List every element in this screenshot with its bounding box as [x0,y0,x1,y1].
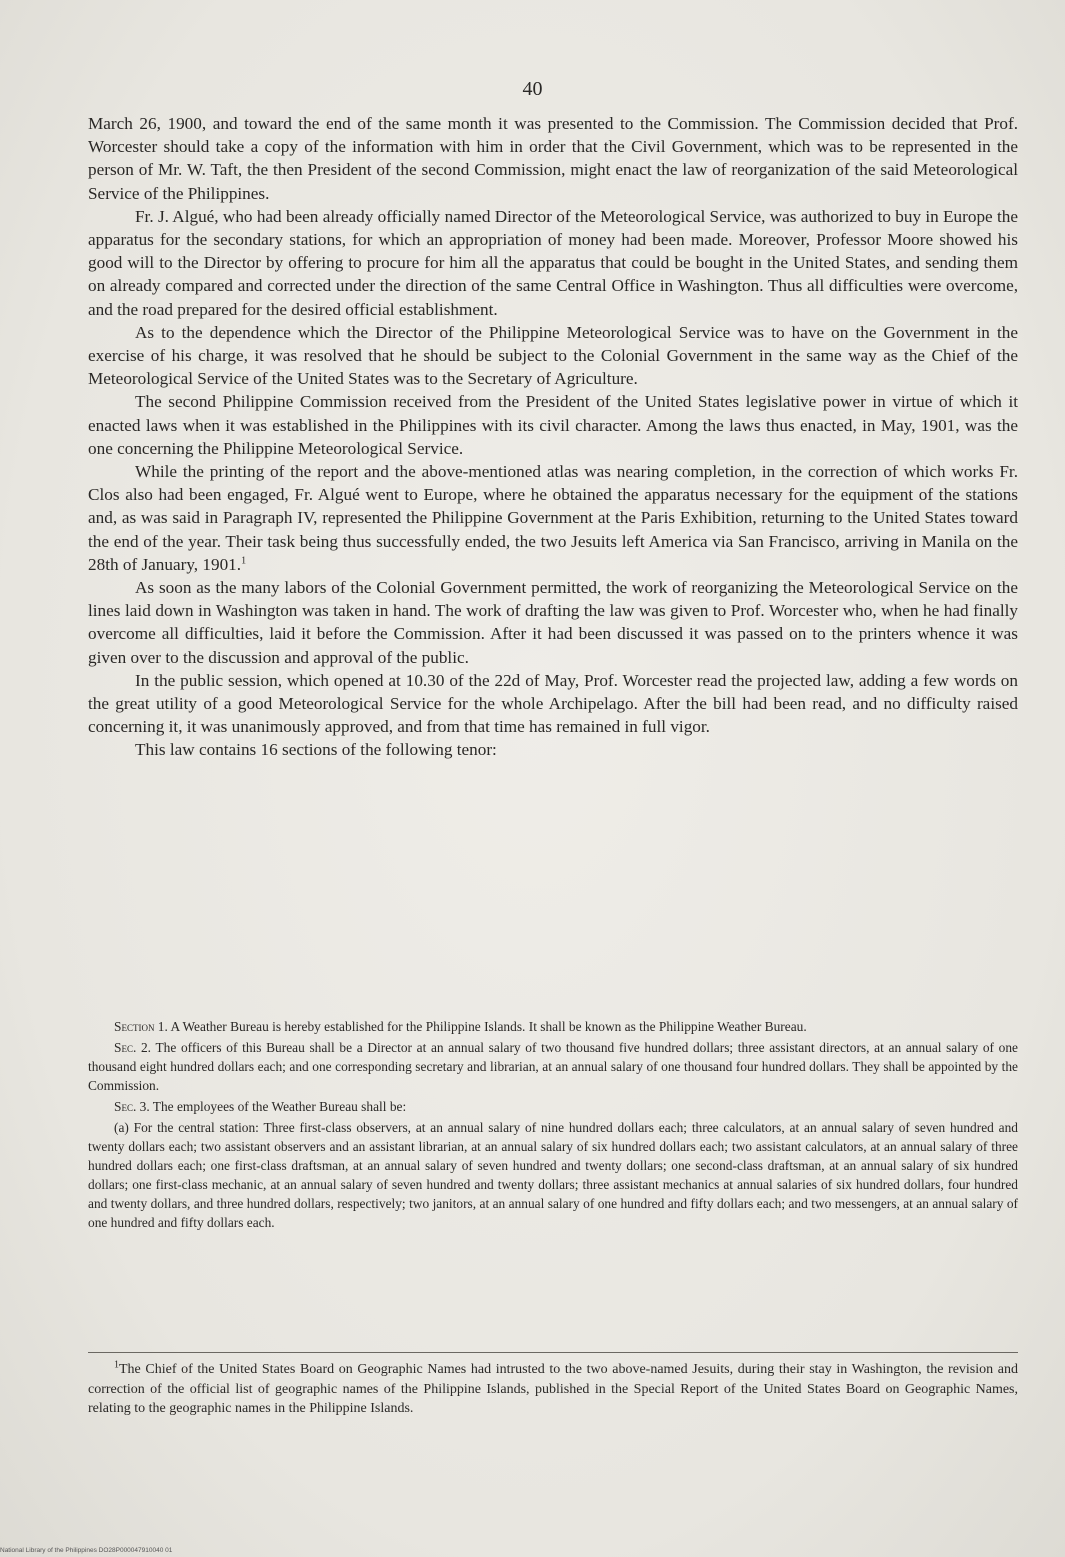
body-text [88,112,1018,762]
library-credit: National Library of the Philippines DO28P000047910040 01 [0,1547,173,1554]
paragraph-3: As to the dependence which the Director of the Philippine Meteorological Service was to have on the Government in the exercise of his charge, it was resolved that he should be subject to the Colonial Government in the same way as the Chief of the Meteorological Service of the United States was to the Secretary of Agriculture. [88,322,1018,389]
section-3-label: Sec. 3. [114,1099,150,1114]
law-section-3 [88,1097,1018,1116]
page-number: 40 [522,78,543,100]
law-section-2 [88,1038,1018,1095]
footnote-divider [88,1352,1018,1353]
law-section-3a: (a) For the central station: Three first-class observers, at an annual salary of nine hundred dollars each; three calculators, at an annual salary of seven hundred and twenty dollars each; two assistant observers and an assistant librarian, at an annual salary of six hundred dollars each; two assistant calculators, at an annual salary of three hundred dollars each; one first-class draftsman, at an annual salary of seven hundred and twenty dollars; one second-class draftsman, at an annual salary of six hundred dollars; one first-class mechanic, at an annual salary of seven hundred and twenty dollars; three assistant mechanics at annual salaries of six hundred dollars, four hundred and twenty dollars, and three hundred dollars, respectively; two janitors, at an annual salary of one hundred and fifty dollars each; and two messengers, at an annual salary of one hundred and fifty dollars each. [88,1120,1018,1230]
footnote-marker: 1 [114,1359,119,1371]
paragraph-6: As soon as the many labors of the Colonial Government permitted, the work of reorganizing the Meteorological Service on the lines laid down in Washington was taken in hand. The work of drafting the law was given to Prof. Worcester who, when he had finally overcome all difficulties, laid it before the Commission. After it had been discussed it was passed on to the printers whence it was given over to the discussion and approval of the public. [88,578,1018,667]
section-1-label: Section 1. [114,1019,168,1034]
paragraph-5 [88,460,1018,576]
paragraph-5-text: While the printing of the report and the above-mentioned atlas was nearing completion, in the correction of which works Fr. Clos also had been engaged, Fr. Algué went to Europe, where he obtained the apparatus necessary for the equipment of the stations and, as was said in Paragraph IV, represented the Philippine Government at the Paris Exhibition, returning to the United States toward the end of the year. Their task being thus successfully ended, the two Jesuits left America via San Francisco, arriving in Manila on the 28th of January, 1901. [88,462,1018,574]
section-3-text: The employees of the Weather Bureau shall be: [152,1099,407,1114]
section-2-text: The officers of this Bureau shall be a Director at an annual salary of two thousand five hundred dollars; three assistant directors, at an annual salary of one thousand eight hundred dollars each; and one corresponding secretary and librarian, at an annual salary of one thousand four hundred dollars. They shall be appointed by the Commission. [88,1040,1018,1093]
paragraph-2: Fr. J. Algué, who had been already officially named Director of the Meteorological Service, was authorized to buy in Europe the apparatus for the secondary stations, for which an appropriation of money had been made. Moreover, Professor Moore showed his good will to the Director by offering to procure for him all the apparatus that could be bought in the United States, and sending them on already compared and corrected under the direction of the same Central Office in Washington. Thus all difficulties were overcome, and the road prepared for the desired official establishment. [88,206,1018,319]
section-1-text: A Weather Bureau is hereby established for the Philippine Islands. It shall be known as the Philippine Weather Bureau. [170,1019,807,1034]
paragraph-8: This law contains 16 sections of the following tenor: [135,740,497,760]
paragraph-4: The second Philippine Commission received from the President of the United States legislative power in virtue of which it enacted laws when it was established in the Philippines with its civil character. Among the laws thus enacted, in May, 1901, was the one concerning the Philippine Meteorological Service. [88,392,1018,458]
footnote-text: The Chief of the United States Board on Geographic Names had intrusted to the two above-named Jesuits, during their stay in Washington, the revision and correction of the official list of geographic names of the Philippine Islands, published in the Special Report of the United States Board on Geographic Names, relating to the geographic names in the Philippine Islands. [88,1362,1018,1416]
paragraph-7: In the public session, which opened at 10.30 of the 22d of May, Prof. Worcester read the projected law, adding a few words on the great utility of a good Meteorological Service for the whole Archipelago. After the bill had been read, and no difficulty raised concerning it, it was unanimously approved, and from that time has remained in full vigor. [88,670,1018,737]
footnote-reference: 1 [241,555,247,567]
paragraph-1: March 26, 1900, and toward the end of the same month it was presented to the Commission. The Commission decided that Prof. Worcester should take a copy of the information with him in order that the Civil Government, which was to be represented in the person of Mr. W. Taft, the then President of the second Commission, might enact the law of reorganization of the said Meteorological Service of the Philippines. [88,114,1018,203]
footnote [88,1360,1018,1419]
law-text [88,1017,1018,1234]
section-2-label: Sec. 2. [114,1040,152,1055]
law-section-1 [88,1017,1018,1036]
